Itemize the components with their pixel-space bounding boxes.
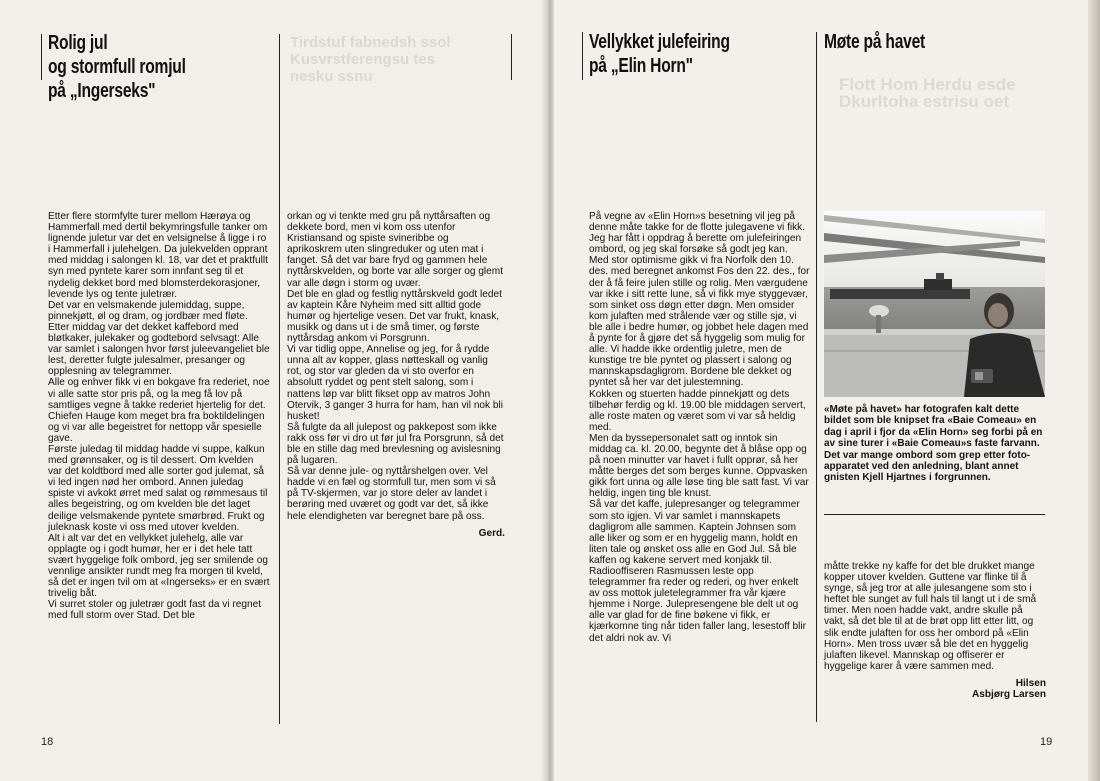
right-article-column-1 — [589, 211, 811, 644]
paragraph: måtte trekke ny kaffe for det ble drukket mange kopper utover kvelden. Guttene var flinke til å synge, så jeg tror at alle julesangene som sto i heftet ble sunget av full hals til langt ut i de små timer. Men noen hadde vakt, andre skulle på vakt, så det ble til at de brøt opp litt etter litt, og slik endte julaften for oss her ombord på «Elin Horn». Men tross uvær så ble det en hyggelig julaften likevel. Mannskap og offiserer er hyggelige karer å være sammen med. — [824, 561, 1037, 672]
paragraph: Men da byssepersonalet satt og inntok sin middag ca. kl. 20.00, begynte det å blåse opp og på noen minutter var havet i fullt opprør, så her måtte berges det som berges kunne. Oppvasken gikk fort unna og alle løse ting ble satt fast. Vi var heldig, ingen ting ble knust. — [589, 432, 809, 500]
paragraph: På vegne av «Elin Horn»s besetning vil jeg på denne måte takke for de flotte julegavene vi fikk. — [589, 211, 806, 234]
paragraph: Med stor optimisme gikk vi fra Norfolk den 10. des. med beregnet ankomst Fos den 22. des., for der å få feire julen stille og rolig. Men værgudene var ikke i sitt rette lune, så vi fikk mye styggevær, som sinket oss døgn etter døgn. Men omsider kom julaften med strålende vær og stille sjø, vi ble alle i bedre humør, og jobbet hele dagen med å pynte for å gjøre det så hyggelig som mulig for alle. Vi hadde ikke ordentlig juletre, men de kunstige tre ble pyntet og plassert i salong og mannskapsdagligrom. Bordene ble dekket og pyntet så her var det julestemning. — [589, 255, 810, 389]
page-edge — [1088, 0, 1100, 781]
left-headline — [48, 31, 186, 103]
column-rule-left — [279, 34, 280, 724]
show-through-text: Tirdstuf fabnedsh ssol Kusvrstferengsu tes nesku ssnu — [290, 34, 451, 85]
ship-deck-photo — [824, 211, 1045, 397]
show-through-text: Flott Hom Herdu esde Dkurltoha estrisu oet — [839, 75, 1016, 111]
paragraph: Det ble en glad og festlig nyttårskveld godt ledet av kaptein Kåre Nyheim med sitt alltid gode humør og hjertelige vesen. Det var frukt, knask, musikk og dans ut i de små timer, og første nyttårsdag ankom vi Porsgrunn. — [287, 288, 502, 345]
paragraph: Radiooffiseren Rasmussen leste opp telegrammer fra reder og rederi, og hver enkelt av oss mottok juletelegrammer fra vår kjære hjemme i Norge. Julepresengene ble delt ut og alle var glad for de fine bøkene vi fikk, er kjærkomne ting når tiden faller lang, lesestoff blir det aldri nok av. Vi — [589, 566, 806, 644]
signature-greeting: Hilsen — [1015, 677, 1046, 689]
paragraph: Kokken og stuerten hadde pinnekjøtt og dets tilbehør ferdig og kl. 19.00 ble middagen servert, alle roste maten og været som vi var så heldig med. — [589, 388, 806, 433]
left-article-column-2 — [287, 211, 505, 539]
right-headline-line: Vellykket julefeiring — [589, 31, 730, 53]
paragraph: Det var en velsmakende julemiddag, suppe, pinnekjøtt, øl og dram, og jordbær med fløte. — [48, 299, 248, 322]
paragraph: Vi surret stoler og juletrær godt fast da vi regnet med full storm over Stad. Det ble — [48, 599, 262, 622]
paragraph: Etter middag var det dekket kaffebord med bløtkaker, julekaker og godtebord selvsagt: Alle var samlet i salongen hvor først juleevangeliet ble lest, deretter fulgte julesalmer, presanger og opplesning av telegrammer. — [48, 321, 270, 378]
paragraph: Første juledag til middag hadde vi suppe, kalkun med grønnsaker, og is til dessert. Om kvelden var det koldtbord med alle sorter god julemat, så vi led ingen nød her ombord. Annen juledag spiste vi avkokt ørret med salat og rømmesaus til alles begeistring, og om kvelden ble det laget deilige velsmakende pyntete smørbrød. Frukt og juleknask koste vi oss med utover kvelden. — [48, 443, 268, 533]
left-headline-line: på „Ingerseks" — [48, 80, 156, 102]
headline-rule-left — [41, 34, 42, 80]
column-rule-center — [816, 32, 817, 722]
photo-illustration — [824, 211, 1045, 397]
page-number-right: 19 — [1040, 736, 1053, 748]
right-headline-line: på „Elin Horn" — [589, 55, 693, 77]
paragraph: Etter flere stormfylte turer mellom Hærøya og Hammerfall med dertil bekymringsfulle tanker om lignende juletur var det en velsignelse å ligge i ro i Hammerfall i julehelgen. Da julekvelden opprant med middag i salongen kl. 18, var det et praktfullt syn med pyntete karer som innfant seg til et nydelig dekket bord med blomsterdekorasjoner, levende lys og tente juletrær. — [48, 211, 268, 300]
signature: Gerd. — [478, 527, 505, 539]
caption-divider — [824, 514, 1045, 515]
left-headline-line: Rolig jul — [48, 32, 108, 54]
paragraph: Så fulgte da all julepost og pakkepost som ikke rakk oss før vi dro ut før jul fra Porsgrunn, så det ble en stille dag med brevlesning og avislesning på lugaren. — [287, 421, 504, 467]
column-rule-right-edge — [511, 34, 512, 80]
paragraph: orkan og vi tenkte med gru på nyttårsaften og dekkete bord, men vi kom oss utenfor Kristiansand og spiste svineribbe og aprikoskrem uten slingreduker og uten mat i fanget. Så det var bare fryd og gammen hele nyttårskvelden, og borte var alle sorger og glemt var alle døgn i storm og uvær. — [287, 211, 504, 289]
paragraph: Alle og enhver fikk vi en bokgave fra rederiet, noe vi alle satte stor pris på, og la meg få lov på samtliges vegne å takke rederiet hjertelig for det. Chiefen Hauge kom meget bra fra boktildelingen og vi var alle begeistret for nettopp vår spesielle gave. — [48, 377, 270, 444]
left-page — [0, 0, 546, 781]
paragraph: Alt i alt var det en vellykket julehelg, alle var opplagte og i godt humør, her er i det hele tatt svært hyggelige folk ombord, jeg ser smilende og vennlige ansikter rundt meg fra morgen til kveld, så det er ingen tvil om at «Ingerseks» er en svært trivelig båt. — [48, 532, 270, 600]
left-article-column-1 — [48, 211, 270, 621]
headline-rule-left — [582, 32, 583, 80]
left-headline-line: og stormfull romjul — [48, 56, 186, 78]
paragraph: Så var denne jule- og nyttårshelgen over. Vel hadde vi en fæl og stormfull tur, men som vi så på TV-skjermen, var jo store deler av landet i berøring med uværet og godt var det, så ikke hele elendigheten var beregnet bare på oss. — [287, 466, 496, 522]
paragraph: Vi var tidlig oppe, Annelise og jeg, for å rydde unna alt av kopper, glass nøtteskall og vanlig rot, og stor var gleden da vi sto overfor en absolutt ryddet og pent stelt salong, som i nattens løp var blitt fikset opp av matros John Otervik, 3 ganger 3 hurra for ham, han vil nok bli husket! — [287, 344, 504, 422]
right-headline-line: Møte på havet — [824, 31, 925, 53]
paragraph: Så var det kaffe, julepresanger og telegrammer som sto igjen. Vi var samlet i mannskapets dagligrom alle sammen. Kaptein Johnsen som alle liker og som er en hyggelig mann, holdt en liten tale og ønsket oss alle en God Jul. Så ble kaffen og kakene servert med konjakk til. — [589, 499, 800, 566]
page-number-left: 18 — [41, 736, 54, 748]
signature-name: Asbjørg Larsen — [971, 689, 1046, 701]
paragraph: Jeg har fått i oppdrag å berette om julefeiringen ombord, og jeg skal forsøke så godt jeg kan. — [589, 233, 802, 256]
right-article-column-2 — [824, 561, 1046, 700]
right-headline-2 — [824, 30, 925, 54]
right-headline-1 — [589, 30, 730, 78]
photo-caption: «Møte på havet» har fotografen kalt dette bildet som ble knipset fra «Baie Comeau» en dag i april i fjor da «Elin Horn» seg forbi på en av sine turer i «Baie Comeau»s faste farvann. Det var mange ombord som grep etter foto-apparatet ved den anledning, blant annet gnisten Kjell Hjartnes i forgrunnen. — [824, 404, 1043, 484]
